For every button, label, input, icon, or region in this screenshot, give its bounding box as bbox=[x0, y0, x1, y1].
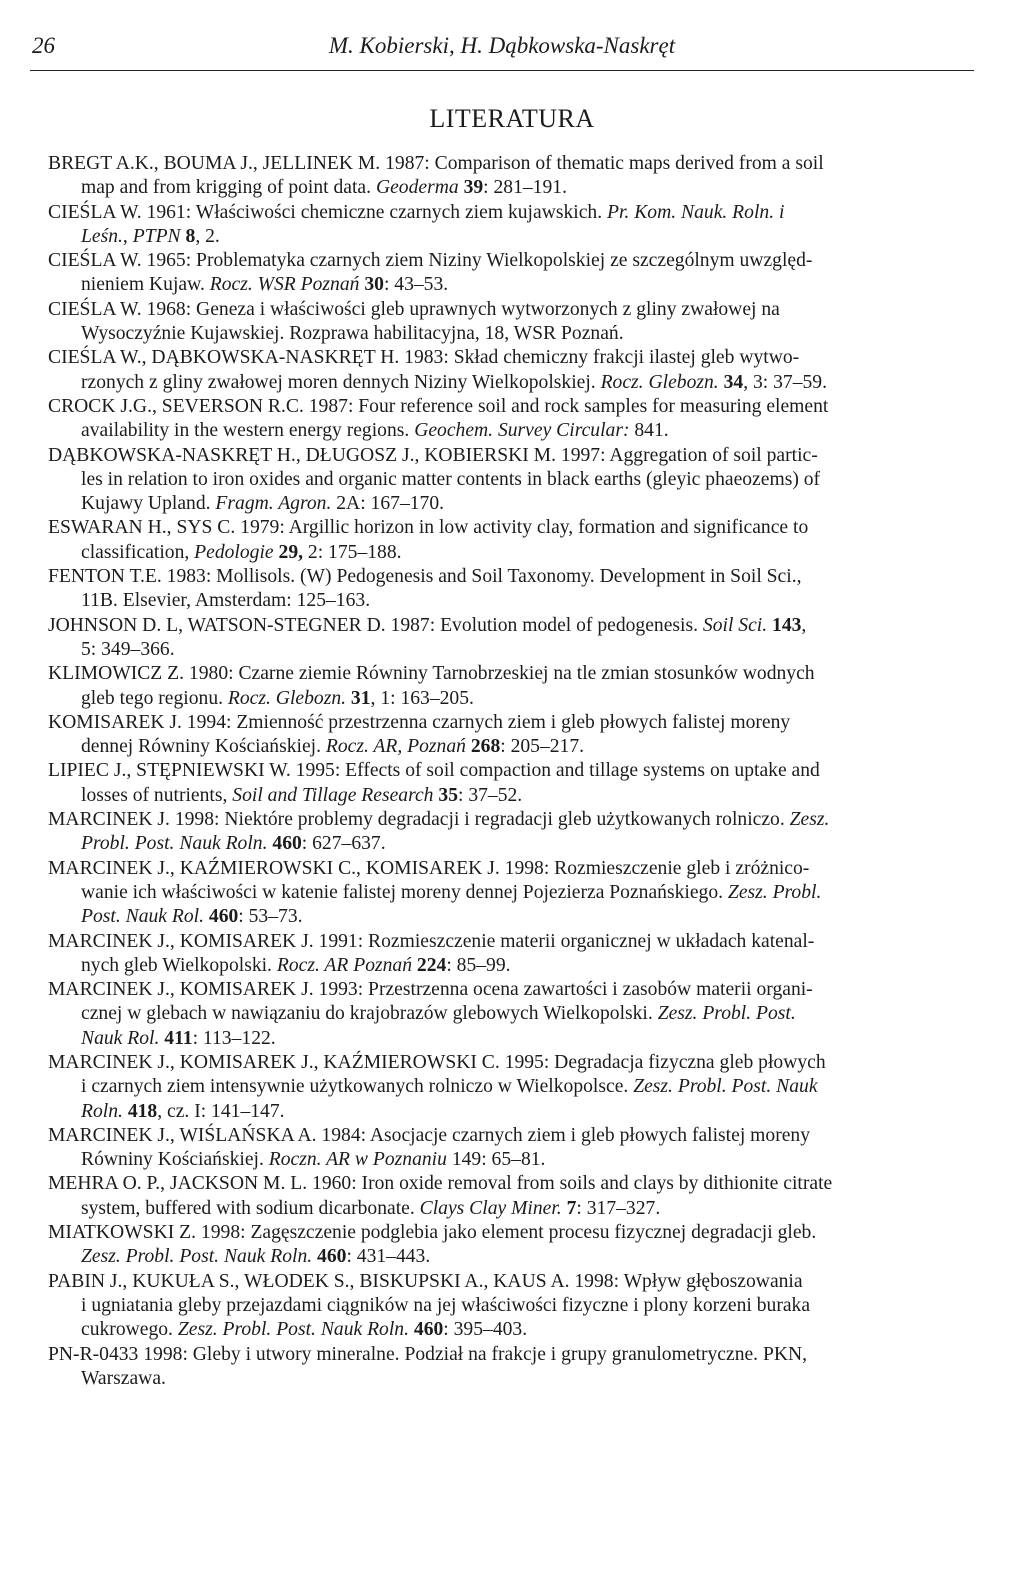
reference-text: : 113–122. bbox=[192, 1027, 276, 1049]
reference-entry bbox=[48, 662, 970, 711]
reference-text: : 85–99. bbox=[446, 954, 511, 976]
reference-text: les in relation to iron oxides and organic matter contents in black earths (gleyic phaeozems) of bbox=[81, 468, 821, 490]
reference-text: JOHNSON D. L, WATSON-STEGNER D. 1987: Evolution model of pedogenesis. bbox=[48, 614, 703, 636]
reference-text: classification, bbox=[81, 541, 195, 563]
reference-text: CROCK J.G., SEVERSON R.C. 1987: Four reference soil and rock samples for measuring element bbox=[48, 395, 829, 417]
reference-text: 2: 175–188. bbox=[303, 541, 402, 563]
reference-text: : 205–217. bbox=[500, 736, 585, 758]
reference-entry bbox=[48, 759, 970, 808]
reference-entry bbox=[48, 516, 970, 565]
reference-text: 143 bbox=[772, 614, 802, 636]
reference-text: rzonych z gliny zwałowej moren dennych Niziny Wielkopolskiej. bbox=[81, 371, 601, 393]
reference-text: , 3: 37–59. bbox=[743, 371, 828, 393]
reference-text: Pedologie bbox=[194, 541, 274, 563]
reference-text: : 431–443. bbox=[346, 1246, 431, 1268]
reference-text: : 627–637. bbox=[301, 833, 386, 855]
reference-text: cukrowego. bbox=[81, 1319, 178, 1341]
reference-text: : 43–53. bbox=[383, 274, 449, 296]
reference-text: MIATKOWSKI Z. 1998: Zagęszczenie podglebia jako element procesu fizycznej degradacji gleb. bbox=[48, 1222, 817, 1244]
reference-entry bbox=[48, 978, 970, 1051]
reference-text: Nauk Rol. bbox=[81, 1027, 160, 1049]
reference-text: 11B. Elsevier, Amsterdam: 125–163. bbox=[81, 590, 371, 612]
reference-text: Leśn. bbox=[81, 225, 123, 247]
reference-list bbox=[48, 152, 970, 1391]
reference-text: 7 bbox=[566, 1197, 577, 1219]
reference-text: 149: 65–81. bbox=[446, 1149, 546, 1171]
reference-text: CIEŚLA W. 1965: Problematyka czarnych ziem Niziny Wielkopolskiej ze szczególnym uwzględ- bbox=[48, 250, 813, 272]
reference-entry bbox=[48, 1172, 970, 1221]
reference-text: dennej Równiny Kościańskiej. bbox=[81, 736, 326, 758]
reference-text: : 53–73. bbox=[238, 906, 303, 928]
reference-text: Probl. Post. Nauk Roln. bbox=[81, 833, 268, 855]
reference-text: Rocz. AR Poznań bbox=[276, 954, 413, 976]
reference-text: Warszawa. bbox=[81, 1367, 166, 1389]
reference-text: availability in the western energy regions. bbox=[81, 420, 415, 442]
reference-text: Zesz. Probl. Post. Nauk Roln. bbox=[81, 1246, 313, 1268]
reference-text: Równiny Kościańskiej. bbox=[81, 1149, 269, 1171]
reference-text: PABIN J., KUKUŁA S., WŁODEK S., BISKUPSKI A., KAUS A. 1998: Wpływ głęboszowania bbox=[48, 1270, 803, 1292]
reference-entry bbox=[48, 1051, 970, 1124]
reference-text: cznej w glebach w nawiązaniu do krajobrazów glebowych Wielkopolski. bbox=[81, 1003, 658, 1025]
section-title: LITERATURA bbox=[429, 104, 595, 133]
reference-entry bbox=[48, 1343, 970, 1392]
reference-text: FENTON T.E. 1983: Mollisols. (W) Pedogenesis and Soil Taxonomy. Development in Soil Sci., bbox=[48, 566, 802, 588]
reference-text: 460 bbox=[272, 833, 302, 855]
reference-text: Wysoczyźnie Kujawskiej. Rozprawa habilitacyjna, 18, WSR Poznań. bbox=[81, 323, 624, 345]
reference-text: 30 bbox=[364, 274, 384, 296]
reference-text: Rocz. Glebozn. bbox=[227, 687, 347, 709]
reference-entry bbox=[48, 346, 970, 395]
reference-text: KOMISAREK J. 1994: Zmienność przestrzenna czarnych ziem i gleb płowych falistej moreny bbox=[48, 711, 791, 733]
reference-text: map and from krigging of point data. bbox=[81, 177, 376, 199]
reference-text: MARCINEK J., WIŚLAŃSKA A. 1984: Asocjacje czarnych ziem i gleb płowych falistej moreny bbox=[48, 1124, 811, 1146]
reference-text: Zesz. bbox=[789, 809, 830, 831]
reference-text: DĄBKOWSKA-NASKRĘT H., DŁUGOSZ J., KOBIERSKI M. 1997: Aggregation of soil partic- bbox=[48, 444, 818, 466]
reference-text: system, buffered with sodium dicarbonate. bbox=[81, 1197, 420, 1219]
reference-text: 31 bbox=[350, 687, 371, 709]
reference-text: Zesz. Probl. Post. Nauk Roln. bbox=[177, 1319, 409, 1341]
reference-text: KLIMOWICZ Z. 1980: Czarne ziemie Równiny Tarnobrzeskiej na tle zmian stosunków wodnych bbox=[48, 663, 815, 685]
reference-text: : 395–403. bbox=[443, 1319, 528, 1341]
reference-text: Pr. Kom. Nauk. Roln. i bbox=[607, 201, 785, 223]
reference-entry bbox=[48, 152, 970, 201]
reference-text: Roln. bbox=[81, 1100, 123, 1122]
reference-text: CIEŚLA W. 1968: Geneza i właściwości gleb uprawnych wytworzonych z gliny zwałowej na bbox=[48, 298, 780, 320]
reference-text: 34 bbox=[723, 371, 744, 393]
reference-text: , bbox=[122, 225, 133, 247]
reference-entry bbox=[48, 711, 970, 760]
reference-text: : 37–52. bbox=[457, 784, 523, 806]
reference-text: Geoderma bbox=[375, 177, 459, 199]
reference-text: PN-R-0433 1998: Gleby i utwory mineralne. Podział na frakcje i grupy granulometryczne. PKN, bbox=[48, 1343, 808, 1365]
reference-entry bbox=[48, 614, 970, 663]
reference-text: : 281–191. bbox=[483, 177, 567, 199]
reference-text: 29, bbox=[278, 541, 304, 563]
reference-entry bbox=[48, 201, 970, 250]
reference-text: Rocz. AR, Poznań bbox=[325, 736, 466, 758]
reference-text: 5: 349–366. bbox=[81, 638, 175, 660]
reference-text: , 1: 163–205. bbox=[370, 687, 474, 709]
reference-text: , 2. bbox=[195, 225, 220, 247]
reference-text: Soil and Tillage Research bbox=[232, 784, 434, 806]
reference-text: 418 bbox=[127, 1100, 158, 1122]
reference-text: 224 bbox=[416, 954, 447, 976]
reference-text: PTPN bbox=[132, 225, 181, 247]
reference-text: losses of nutrients, bbox=[81, 784, 233, 806]
reference-text: 39 bbox=[463, 177, 484, 199]
reference-text: MARCINEK J., KOMISAREK J., KAŹMIEROWSKI C. 1995: Degradacja fizyczna gleb płowych bbox=[48, 1051, 826, 1073]
reference-entry bbox=[48, 395, 970, 444]
reference-entry bbox=[48, 1124, 970, 1173]
reference-text: 35 bbox=[438, 784, 458, 806]
reference-entry bbox=[48, 1270, 970, 1343]
reference-text: Soil Sci. bbox=[702, 614, 768, 636]
reference-text: 460 bbox=[413, 1319, 444, 1341]
reference-text: i czarnych ziem intensywnie użytkowanych rolniczo w Wielkopolsce. bbox=[81, 1076, 634, 1098]
reference-entry bbox=[48, 1221, 970, 1270]
reference-entry bbox=[48, 298, 970, 347]
reference-text: Zesz. Probl. Post. Nauk bbox=[633, 1076, 818, 1098]
reference-text: MARCINEK J., KAŹMIEROWSKI C., KOMISAREK J. 1998: Rozmieszczenie gleb i zróżnico- bbox=[48, 857, 810, 879]
reference-text: MARCINEK J., KOMISAREK J. 1993: Przestrzenna ocena zawartości i zasobów materii organi- bbox=[48, 979, 813, 1001]
reference-text: MARCINEK J. 1998: Niektóre problemy degradacji i regradacji gleb użytkowanych rolniczo. bbox=[48, 809, 790, 831]
reference-text: Roczn. AR w Poznaniu bbox=[268, 1149, 447, 1171]
reference-text: BREGT A.K., BOUMA J., JELLINEK M. 1987: Comparison of thematic maps derived from a soil bbox=[48, 153, 824, 174]
reference-entry bbox=[48, 249, 970, 298]
reference-text: nych gleb Wielkopolski. bbox=[81, 954, 277, 976]
reference-text: 841. bbox=[629, 420, 669, 442]
reference-text: Rocz. WSR Poznań bbox=[209, 274, 360, 296]
page-header bbox=[30, 26, 974, 71]
reference-text: 268 bbox=[470, 736, 501, 758]
reference-text: LIPIEC J., STĘPNIEWSKI W. 1995: Effects of soil compaction and tillage systems on uptake and bbox=[48, 760, 820, 782]
reference-text: Zesz. Probl. Post. bbox=[657, 1003, 796, 1025]
reference-entry bbox=[48, 444, 970, 517]
reference-text: Post. Nauk Rol. bbox=[81, 906, 204, 928]
reference-entry bbox=[48, 808, 970, 857]
reference-text: MARCINEK J., KOMISAREK J. 1991: Rozmieszczenie materii organicznej w układach katenal- bbox=[48, 930, 815, 952]
reference-text: nieniem Kujaw. bbox=[81, 274, 210, 296]
reference-text: wanie ich właściwości w katenie falistej moreny dennej Pojezierza Poznańskiego. bbox=[81, 881, 728, 903]
reference-text: Kujawy Upland. bbox=[81, 493, 216, 515]
reference-text: 460 bbox=[208, 906, 239, 928]
reference-text: CIEŚLA W., DĄBKOWSKA-NASKRĘT H. 1983: Skład chemiczny frakcji ilastej gleb wytwo- bbox=[48, 347, 800, 369]
reference-text: 460 bbox=[317, 1246, 347, 1268]
reference-text: ESWARAN H., SYS C. 1979: Argillic horizon in low activity clay, formation and significance to bbox=[48, 517, 809, 539]
reference-text: CIEŚLA W. 1961: Właściwości chemiczne czarnych ziem kujawskich. bbox=[48, 201, 607, 223]
reference-entry bbox=[48, 565, 970, 614]
reference-text: 2A: 167–170. bbox=[331, 493, 445, 515]
reference-text: MEHRA O. P., JACKSON M. L. 1960: Iron oxide removal from soils and clays by dithionite citrate bbox=[48, 1173, 833, 1195]
reference-entry bbox=[48, 857, 970, 930]
page-number: 26 bbox=[32, 33, 55, 58]
running-head: M. Kobierski, H. Dąbkowska-Naskręt bbox=[328, 33, 676, 58]
reference-text: 411 bbox=[164, 1027, 193, 1049]
reference-entry bbox=[48, 930, 970, 979]
reference-text: 8 bbox=[185, 225, 196, 247]
reference-text: gleb tego regionu. bbox=[81, 687, 228, 709]
reference-text: , cz. I: 141–147. bbox=[157, 1100, 285, 1122]
reference-text: , bbox=[801, 614, 807, 636]
reference-text: Geochem. Survey Circular: bbox=[414, 420, 630, 442]
reference-text: Zesz. Probl. bbox=[727, 881, 822, 903]
reference-text: i ugniatania gleby przejazdami ciągników na jej właściwości fizyczne i plony korzeni buraka bbox=[81, 1294, 811, 1316]
reference-text: Fragm. Agron. bbox=[215, 493, 332, 515]
reference-text: : 317–327. bbox=[576, 1197, 661, 1219]
reference-text: Clays Clay Miner. bbox=[419, 1197, 562, 1219]
reference-text: Rocz. Glebozn. bbox=[600, 371, 719, 393]
